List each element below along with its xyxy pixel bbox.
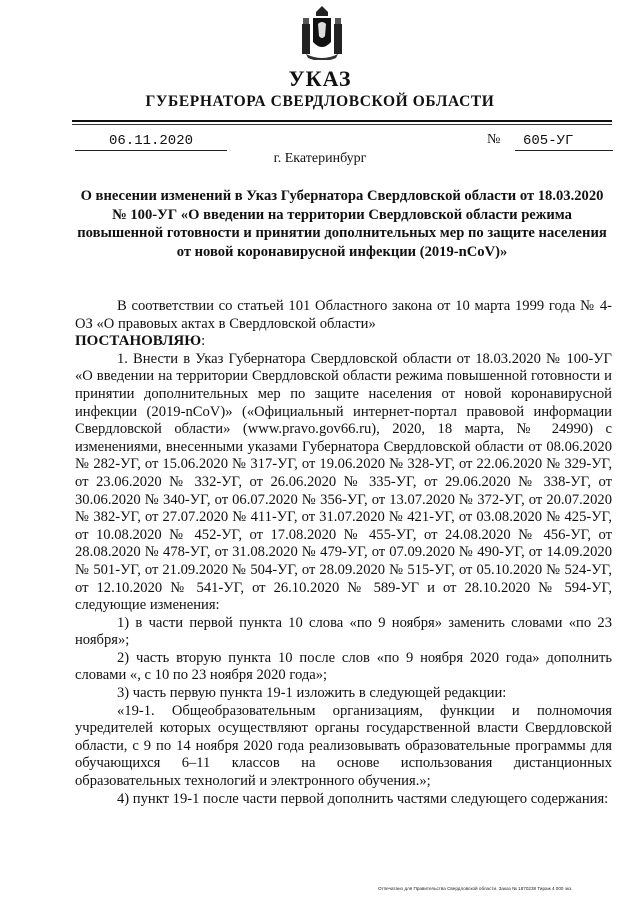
document-type-title: УКАЗ [288,66,352,91]
decree-word-line [75,333,612,351]
decree-word: ПОСТАНОВЛЯЮ [75,333,202,350]
decree-number: 605-УГ [515,133,613,151]
subitem-4-paragraph: 4) пункт 19-1 после части первой дополнить частями следующего содержания: [117,790,609,807]
subitem-2-paragraph: 2) часть вторую пункта 10 после слов «по 9 ноября 2020 года» дополнить словами «, с 10 по 23 ноября 2020 года»; [75,649,612,684]
decree-colon: : [201,333,206,350]
subitem-3-paragraph: 3) часть первую пункта 19-1 изложить в следующей редакции: [117,685,507,702]
subitem-1-paragraph: 1) в части первой пункта 10 слова «по 9 ноября» заменить словами «по 23 ноября»; [75,614,612,649]
item-1-paragraph: 1. Внести в Указ Губернатора Свердловской области от 18.03.2020 № 100-УГ «О введении на территории Свердловской области режима повышенной готовности и принятии дополнительных мер по защите населения от новой коронавирусной инфекции (2019-nCoV)» («Официальный интернет-портал правовой информации Свердловской области» (www.pravo.gov66.ru), 2020, 18 марта, № 24990) с изменениями, внесенными указами Губернатора Свердловской области от 08.06.2020 № 282-УГ, от 15.06.2020 № 317-УГ, от 19.06.2020 № 328-УГ, от 22.06.2020 № 329-УГ, от 23.06.2020 № 332-УГ, от 26.06.2020 № 335-УГ, от 29.06.2020 № 338-УГ, от 30.06.2020 № 340-УГ, от 06.07.2020 № 356-УГ, от 13.07.2020 № 372-УГ, от 20.07.2020 № 382-УГ, от 27.07.2020 № 411-УГ, от 31.07.2020 № 421-УГ, от 03.08.2020 № 425-УГ, от 10.08.2020 № 452-УГ, от 17.08.2020 № 455-УГ, от 24.08.2020 № 456-УГ, от 28.08.2020 № 478-УГ, от 31.08.2020 № 479-УГ, от 07.09.2020 № 490-УГ, от 14.09.2020 № 501-УГ, от 21.09.2020 № 504-УГ, от 28.09.2020 № 515-УГ, от 05.10.2020 № 524-УГ, от 12.10.2020 № 541-УГ, от 26.10.2020 № 589-УГ и от 28.10.2020 № 594-УГ, следующие изменения: [75,350,612,614]
issuer-title: ГУБЕРНАТОРА СВЕРДЛОВСКОЙ ОБЛАСТИ [145,93,495,110]
decree-heading: О внесении изменений в Указ Губернатора Свердловской области от 18.03.2020 № 100-УГ «О введении на территории Свердловской области режима повышенной готовности и принятии дополнительных мер по защите населения от новой коронавирусной инфекции (2019-nCoV)» [77,188,607,260]
decree-date: 06.11.2020 [75,133,227,151]
coat-of-arms-icon [302,6,342,60]
subitem-3-quote: «19-1. Общеобразовательным организациям, функции и полномочия учредителей которых осуществляют органы государственной власти Свердловской области, с 9 по 14 ноября 2020 года реализовывать образовательные программы для обучающихся 6–11 классов на основе использования дистанционных образовательных технологий и электронного обучения.»; [75,702,612,790]
city-name: г. Екатеринбург [273,151,367,166]
header-divider-thick [72,120,612,122]
header-divider-thin [72,124,612,125]
number-sign: № [487,132,501,147]
print-imprint: Отпечатано для Правительства Свердловской области. Заказ № 1870238 Тираж 4 000 экз. [378,886,573,891]
preamble-paragraph: В соответствии со статьей 101 Областного закона от 10 марта 1999 года № 4-ОЗ «О правовых актах в Свердловской области» [75,298,612,332]
decree-body [75,298,612,808]
